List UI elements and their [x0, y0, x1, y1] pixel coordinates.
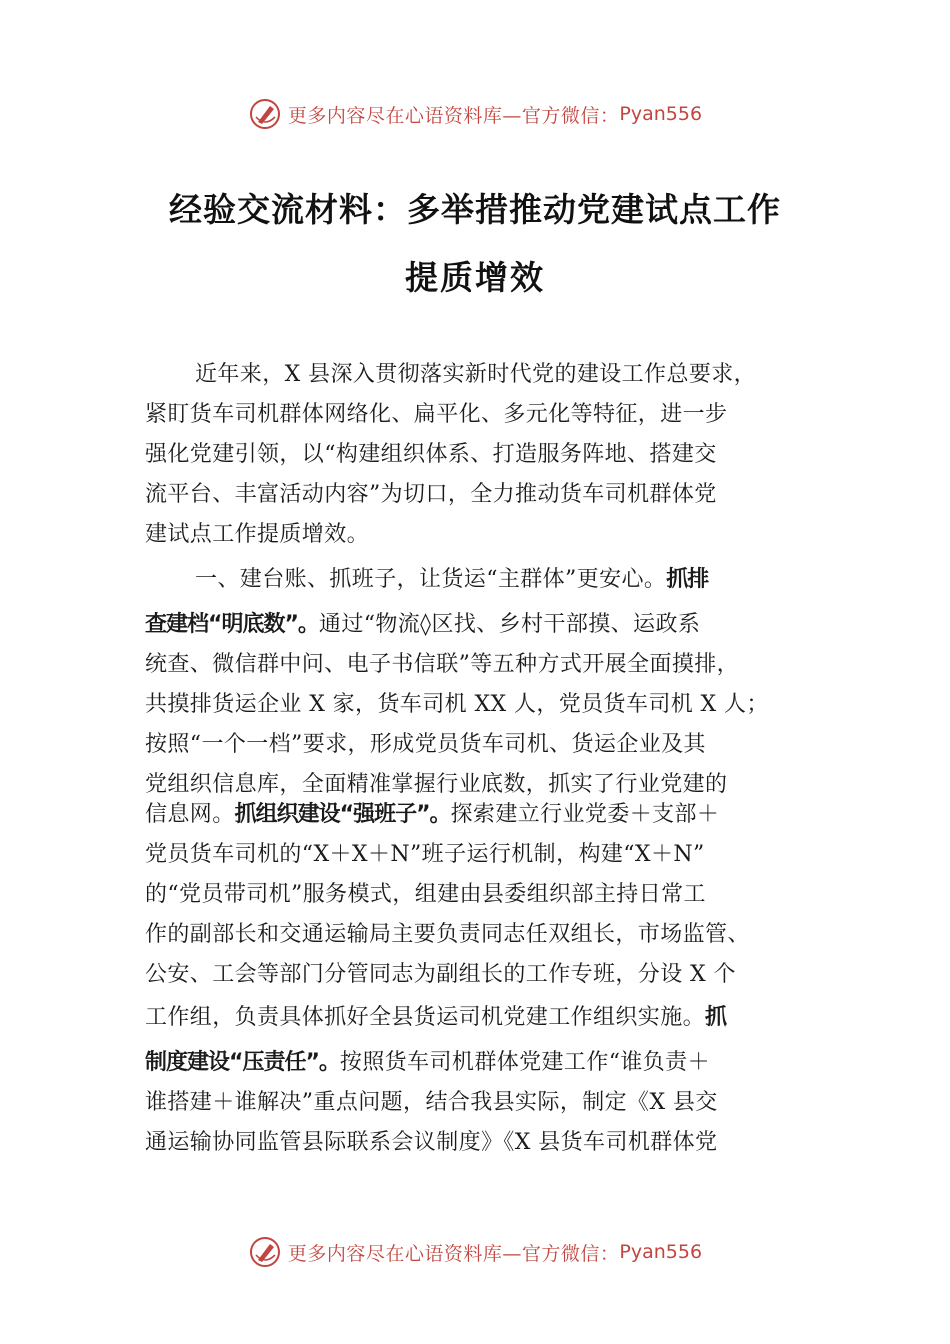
- body-line: [145, 920, 835, 950]
- body-line: [145, 480, 835, 510]
- body-line: [145, 565, 885, 595]
- bold-heading-text: 抓: [705, 1005, 727, 1030]
- watermark-brand: 更多内容尽在心语资料库—官方微信：: [287, 104, 620, 127]
- body-text-span: 近年来，X 县深入贯彻落实新时代党的建设工作总要求，: [195, 362, 757, 387]
- body-text-span: 紧盯货车司机群体网络化、扁平化、多元化等特征，进一步: [145, 402, 728, 427]
- body-line: [145, 730, 835, 760]
- body-line: [145, 1048, 835, 1078]
- body-line: [145, 360, 885, 390]
- body-line: [145, 650, 835, 680]
- body-text-span: 信息网。: [145, 802, 235, 827]
- pen-nib-logo-icon: [248, 97, 282, 131]
- bold-heading-text: 查建档“明底数”。: [145, 612, 319, 637]
- body-text-span: 党组织信息库，全面精准掌握行业底数，抓实了行业党建的: [145, 772, 728, 797]
- body-text-span: 工作组，负责具体抓好全县货运司机党建工作组织实施。: [145, 1005, 706, 1030]
- body-text-span: 探索建立行业党委＋支部＋: [450, 802, 720, 827]
- bold-heading-text: 抓排: [666, 567, 709, 592]
- body-line: [145, 690, 835, 720]
- body-line: [145, 960, 835, 990]
- body-text-span: 流平台、丰富活动内容”为切口，全力推动货车司机群体党: [145, 482, 717, 507]
- body-text-span: 强化党建引领，以“构建组织体系、打造服务阵地、搭建交: [145, 442, 717, 467]
- pen-nib-logo-icon: [248, 1235, 282, 1269]
- body-line: [145, 400, 835, 430]
- doc-title-line2: 提质增效: [405, 258, 545, 297]
- doc-title-line1: 经验交流材料：多举措推动党建试点工作: [169, 190, 781, 229]
- body-text-span: 按照“一个一档”要求，形成党员货车司机、货运企业及其: [145, 732, 706, 757]
- body-text-span: 的“党员带司机”服务模式，组建由县委组织部主持日常工: [145, 882, 706, 907]
- body-line: [145, 1088, 835, 1118]
- body-line: [145, 880, 835, 910]
- body-line: [145, 800, 835, 830]
- body-text-span: 一、建台账、抓班子，让货运“主群体”更安心。: [195, 567, 667, 592]
- body-line: [145, 1003, 835, 1033]
- body-line: [145, 770, 835, 800]
- watermark-brand: 更多内容尽在心语资料库—官方微信：: [287, 1242, 620, 1265]
- body-text-span: 作的副部长和交通运输局主要负责同志任双组长，市场监管、: [145, 922, 750, 947]
- body-text-span: 谁搭建＋谁解决”重点问题，结合我县实际，制定《X 县交: [145, 1090, 718, 1115]
- footer-watermark: [0, 1234, 950, 1270]
- watermark-handle: Pyan556: [619, 103, 703, 125]
- body-text-span: 公安、工会等部门分管同志为副组长的工作专班，分设 X 个: [145, 962, 736, 987]
- body-text-span: 按照货车司机群体党建工作“谁负责＋: [339, 1050, 710, 1075]
- body-text-span: 党员货车司机的“X＋X＋N”班子运行机制，构建“X＋N”: [145, 842, 705, 867]
- body-text-span: 通过“物流◊区找、乡村干部摸、运政系: [318, 612, 701, 637]
- body-text-span: 通运输协同监管县际联系会议制度》《X 县货车司机群体党: [145, 1130, 718, 1155]
- header-watermark: [0, 96, 950, 132]
- body-line: [145, 1128, 835, 1158]
- body-text-span: 统查、微信群中问、电子书信联”等五种方式开展全面摸排，: [145, 652, 740, 677]
- body-line: [145, 610, 835, 640]
- bold-heading-text: 抓组织建设“强班子”。: [234, 802, 451, 827]
- bold-heading-text: 制度建设“压责任”。: [145, 1050, 340, 1075]
- body-text-span: 建试点工作提质增效。: [145, 522, 370, 547]
- body-line: [145, 840, 835, 870]
- body-line: [145, 520, 835, 550]
- watermark-handle: Pyan556: [619, 1241, 703, 1263]
- body-text-span: 共摸排货运企业 X 家，货车司机 XX 人，党员货车司机 X 人；: [145, 692, 769, 717]
- body-line: [145, 440, 835, 470]
